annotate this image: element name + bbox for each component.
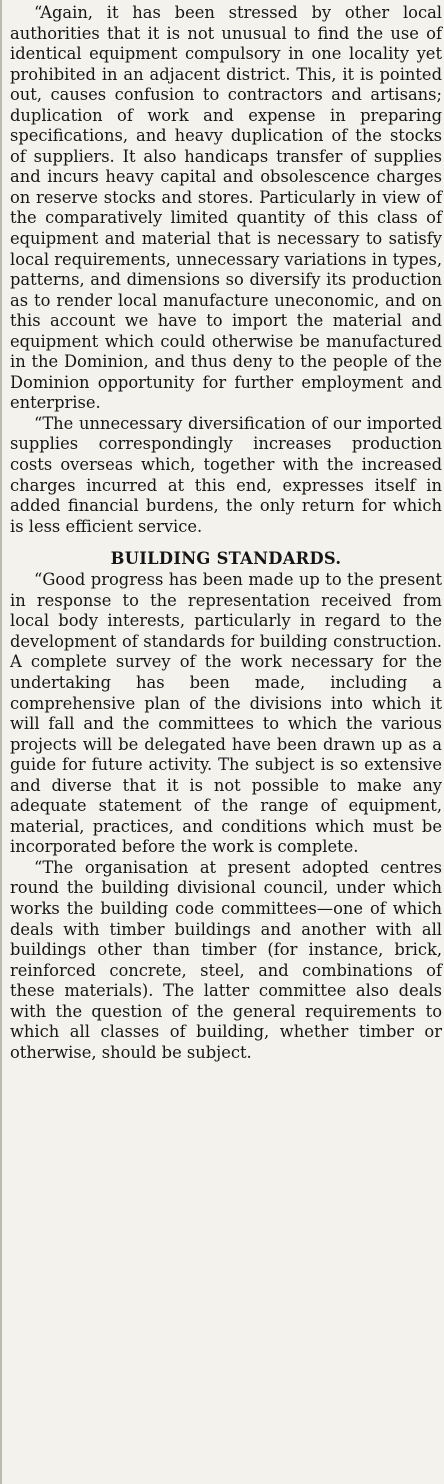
paragraph-organisation: “The organisation at present adopted centres round the building divisional council, under which works the building code committees—one of which deals with timber buildings and another with all buildings other than timber (for instance, brick, reinforced concrete, steel, and combinations of these materials). The latter committee also deals with the question of the general requirements to which all classes of building, whether timber or otherwise, should be subject.: [10, 857, 442, 1062]
article-column: [10, 3, 442, 1063]
paragraph-imported-supplies: “The unnecessary diversification of our imported supplies correspondingly increases production costs overseas which, together with the increased charges incurred at this end, expresses itself in added financial burdens, the only return for which is less efficient service.: [10, 413, 442, 536]
paragraph-identical-equipment: “Again, it has been stressed by other local authorities that it is not unusual to find the use of identical equipment compulsory in one locality yet prohibited in an adjacent district. This, it is pointed out, causes confusion to contractors and artisans; duplication of work and expense in preparing specifications, and heavy duplication of the stocks of suppliers. It also handicaps transfer of supplies and incurs heavy capital and obsolescence charges on reserve stocks and stores. Particularly in view of the comparatively limited quantity of this class of equipment and material that is necessary to satisfy local requirements, unnecessary variations in types, patterns, and dimensions so diversify its production as to render local manufacture uneconomic, and on this account we have to import the material and equipment which could otherwise be manufactured in the Dominion, and thus deny to the people of the Dominion opportunity for further employment and enterprise.: [10, 3, 442, 413]
section-heading: BUILDING STANDARDS.: [110, 549, 342, 569]
paragraph-good-progress: “Good progress has been made up to the present in response to the representation received from local body interests, particularly in regard to the development of standards for building construction. A complete survey of the work necessary for the undertaking has been made, including a comprehensive plan of the divisions into which it will fall and the committees to which the various projects will be delegated have been drawn up as a guide for future activity. The subject is so extensive and diverse that it is not possible to make any adequate statement of the range of equipment, material, practices, and conditions which must be incorporated before the work is complete.: [10, 570, 442, 857]
